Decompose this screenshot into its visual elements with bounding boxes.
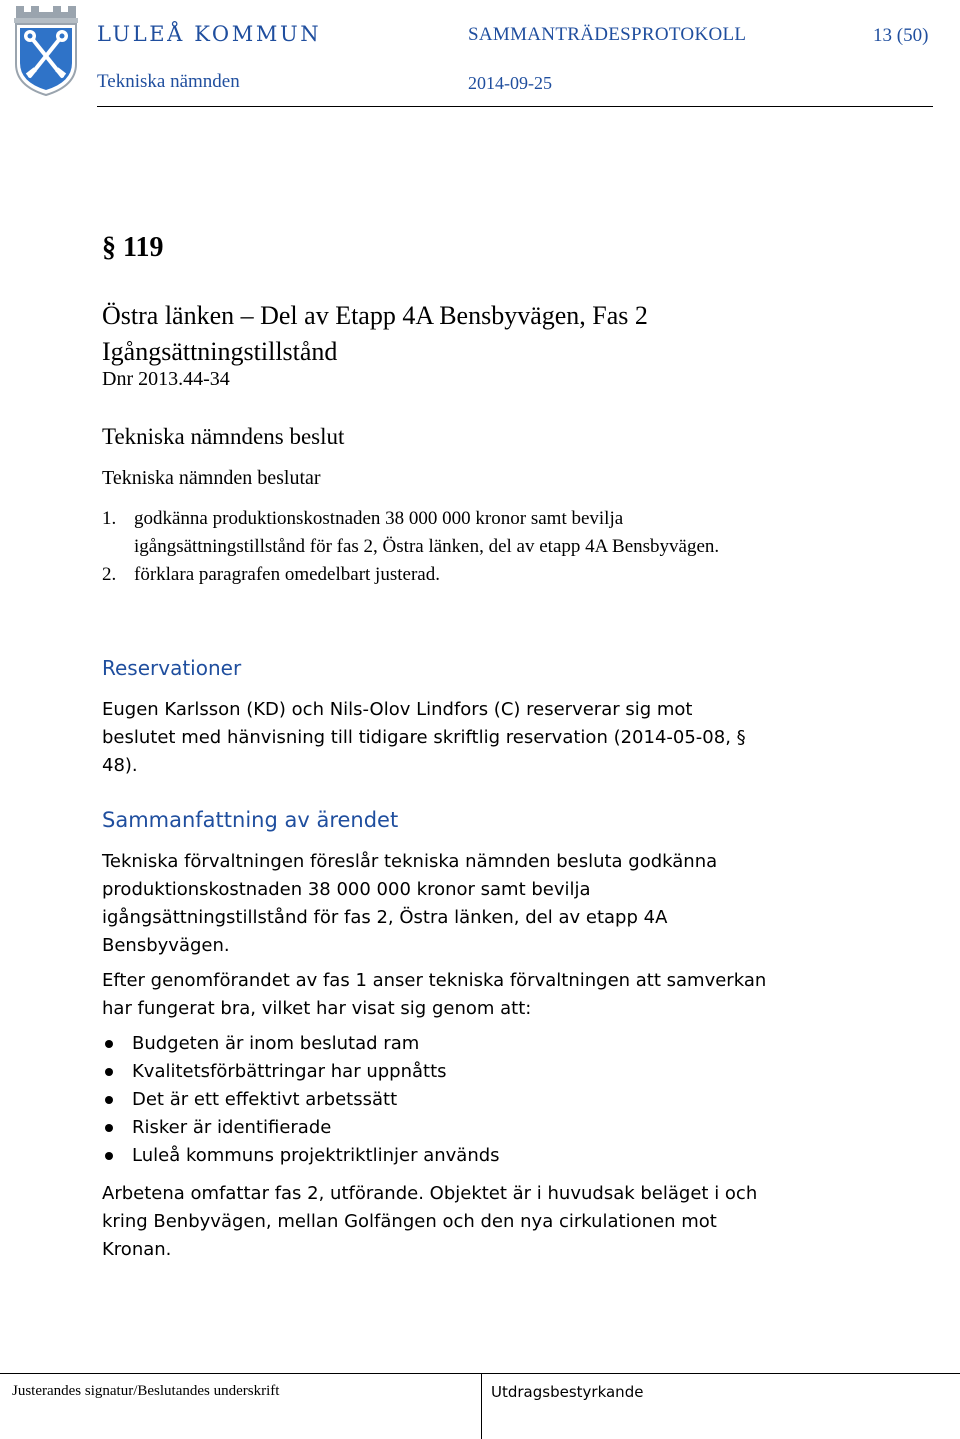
list-item bbox=[102, 1030, 500, 1058]
page-number: 13 (50) bbox=[873, 25, 929, 46]
decision-intro: Tekniska nämnden beslutar bbox=[102, 467, 321, 489]
bullet-icon bbox=[105, 1096, 113, 1104]
decision-item bbox=[102, 561, 742, 589]
list-item-text: Budgeten är inom beslutad ram bbox=[132, 1033, 420, 1054]
signature-label: Justerandes signatur/Beslutandes underskrift bbox=[12, 1383, 280, 1399]
bullet-icon bbox=[105, 1124, 113, 1132]
list-item-text: Det är ett effektivt arbetssätt bbox=[132, 1089, 398, 1110]
committee-name: Tekniska nämnden bbox=[97, 71, 240, 92]
list-item bbox=[102, 1058, 500, 1086]
decision-item-text: förklara paragrafen omedelbart justerad. bbox=[134, 564, 440, 585]
summary-paragraph-2: Efter genomförandet av fas 1 anser tekniska förvaltningen att samverkan har fungerat bra, vilket har visat sig genom att: bbox=[102, 970, 767, 1019]
section-title bbox=[102, 298, 862, 370]
diary-number: Dnr 2013.44-34 bbox=[102, 368, 230, 390]
reservations-text: Eugen Karlsson (KD) och Nils-Olov Lindfors (C) reserverar sig mot beslutet med hänvisning till tidigare skriftlig reservation (2014-05-08, § 48). bbox=[102, 699, 746, 776]
decision-item-text: godkänna produktionskostnaden 38 000 000 kronor samt bevilja igångsättningstillstånd för fas 2, Östra länken, del av etapp 4A Bensbyvägen. bbox=[134, 508, 720, 557]
list-item-text: Risker är identifierade bbox=[132, 1117, 332, 1138]
footer-divider bbox=[0, 1373, 960, 1374]
list-item-text: Kvalitetsförbättringar har uppnåtts bbox=[132, 1061, 447, 1082]
decision-item-number: 1. bbox=[102, 508, 117, 529]
footer-column-divider bbox=[481, 1373, 482, 1439]
summary-paragraph-1: Tekniska förvaltningen föreslår tekniska nämnden besluta godkänna produktionskostnaden 38 000 000 kronor samt bevilja igångsättningstillstånd för fas 2, Östra länken, del av etapp 4A Bensbyvägen. bbox=[102, 851, 718, 956]
section-number: § 119 bbox=[102, 232, 164, 263]
list-item-text: Luleå kommuns projektriktlinjer används bbox=[132, 1145, 500, 1166]
bullet-icon bbox=[105, 1068, 113, 1076]
summary-bullet-list bbox=[102, 1030, 500, 1170]
certification-label: Utdragsbestyrkande bbox=[491, 1383, 644, 1401]
decision-list bbox=[102, 505, 742, 589]
lulea-coat-of-arms-icon bbox=[10, 2, 82, 97]
signature-footer bbox=[0, 1373, 960, 1439]
list-item bbox=[102, 1114, 500, 1142]
summary-paragraph-3: Arbetena omfattar fas 2, utförande. Objektet är i huvudsak beläget i och kring Benbyvägen, mellan Golfängen och den nya cirkulationen mot Kronan. bbox=[102, 1183, 758, 1260]
header-divider bbox=[97, 106, 933, 107]
section-title-line-2: Igångsättningstillstånd bbox=[102, 337, 338, 366]
list-item bbox=[102, 1086, 500, 1114]
decision-item-number: 2. bbox=[102, 564, 117, 585]
bullet-icon bbox=[105, 1040, 113, 1048]
organization-name: LULEÅ KOMMUN bbox=[97, 22, 322, 46]
meeting-date: 2014-09-25 bbox=[468, 73, 552, 93]
bullet-icon bbox=[105, 1152, 113, 1160]
section-title-line-1: Östra länken – Del av Etapp 4A Bensbyvägen, Fas 2 bbox=[102, 301, 648, 330]
document-type: SAMMANTRÄDESPROTOKOLL bbox=[468, 24, 747, 45]
decision-item bbox=[102, 505, 742, 561]
decision-heading: Tekniska nämndens beslut bbox=[102, 424, 345, 449]
list-item bbox=[102, 1142, 500, 1170]
summary-heading: Sammanfattning av ärendet bbox=[102, 808, 399, 832]
reservations-heading: Reservationer bbox=[102, 656, 242, 680]
